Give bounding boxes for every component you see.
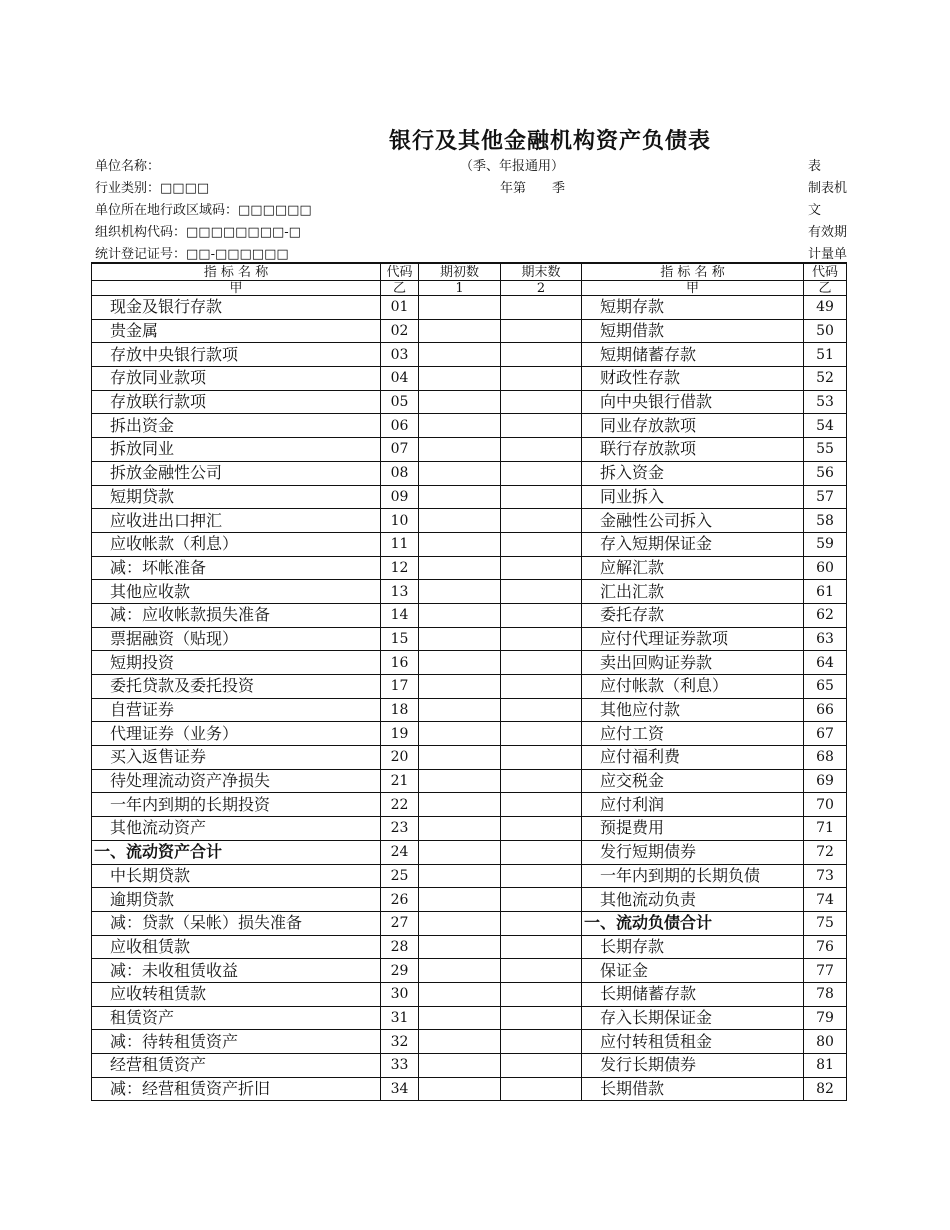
right-item-name: 长期借款 — [582, 1077, 804, 1101]
begin-value-cell[interactable] — [419, 414, 501, 438]
right-item-name: 一、流动负债合计 — [582, 911, 804, 935]
end-value-cell[interactable] — [501, 343, 582, 367]
end-value-cell[interactable] — [501, 746, 582, 770]
left-item-name: 减：未收租赁收益 — [92, 959, 381, 983]
right-item-code: 66 — [804, 698, 847, 722]
table-row — [92, 461, 847, 485]
begin-value-cell[interactable] — [419, 1030, 501, 1054]
left-item-name: 委托贷款及委托投资 — [92, 675, 381, 699]
end-value-cell[interactable] — [501, 911, 582, 935]
begin-value-cell[interactable] — [419, 651, 501, 675]
left-item-name: 应收转租赁款 — [92, 982, 381, 1006]
begin-value-cell[interactable] — [419, 390, 501, 414]
left-item-name: 贵金属 — [92, 319, 381, 343]
right-item-code: 49 — [804, 296, 847, 320]
right-item-name: 短期借款 — [582, 319, 804, 343]
right-item-code: 51 — [804, 343, 847, 367]
begin-value-cell[interactable] — [419, 367, 501, 391]
table-row — [92, 675, 847, 699]
left-item-code: 04 — [381, 367, 419, 391]
left-item-name: 经营租赁资产 — [92, 1054, 381, 1078]
right-item-code: 80 — [804, 1030, 847, 1054]
right-item-name: 预提费用 — [582, 817, 804, 841]
right-item-code: 77 — [804, 959, 847, 983]
end-value-cell[interactable] — [501, 1030, 582, 1054]
end-value-cell[interactable] — [501, 840, 582, 864]
left-item-code: 14 — [381, 603, 419, 627]
left-item-code: 03 — [381, 343, 419, 367]
end-value-cell[interactable] — [501, 390, 582, 414]
end-value-cell[interactable] — [501, 817, 582, 841]
left-item-code: 05 — [381, 390, 419, 414]
left-item-name: 拆放金融性公司 — [92, 461, 381, 485]
left-item-name: 代理证券（业务） — [92, 722, 381, 746]
right-item-code: 54 — [804, 414, 847, 438]
begin-value-cell[interactable] — [419, 675, 501, 699]
header-code-right: 代码 — [804, 263, 847, 281]
table-row — [92, 1006, 847, 1030]
end-value-cell[interactable] — [501, 532, 582, 556]
right-meta-1: 表 — [808, 159, 822, 174]
end-value-cell[interactable] — [501, 1077, 582, 1101]
begin-value-cell[interactable] — [419, 1077, 501, 1101]
right-meta-5: 计量单 — [808, 247, 848, 262]
begin-value-cell[interactable] — [419, 461, 501, 485]
right-meta-4: 有效期 — [808, 225, 848, 240]
right-meta-3: 文 — [808, 203, 822, 218]
table-row — [92, 864, 847, 888]
subheader-name-right: 甲 — [582, 281, 804, 296]
left-item-code: 30 — [381, 982, 419, 1006]
table-row — [92, 769, 847, 793]
begin-value-cell[interactable] — [419, 319, 501, 343]
right-item-name: 委托存款 — [582, 603, 804, 627]
left-item-code: 32 — [381, 1030, 419, 1054]
left-item-code: 17 — [381, 675, 419, 699]
left-item-name: 减：坏帐准备 — [92, 556, 381, 580]
left-item-name: 现金及银行存款 — [92, 296, 381, 320]
table-row — [92, 840, 847, 864]
right-item-code: 65 — [804, 675, 847, 699]
right-item-name: 金融性公司拆入 — [582, 509, 804, 533]
begin-value-cell[interactable] — [419, 746, 501, 770]
left-item-name: 逾期贷款 — [92, 888, 381, 912]
begin-value-cell[interactable] — [419, 580, 501, 604]
right-item-name: 短期存款 — [582, 296, 804, 320]
begin-value-cell[interactable] — [419, 509, 501, 533]
left-item-name: 应收帐款（利息） — [92, 532, 381, 556]
end-value-cell[interactable] — [501, 319, 582, 343]
end-value-cell[interactable] — [501, 864, 582, 888]
end-value-cell[interactable] — [501, 935, 582, 959]
right-item-name: 保证金 — [582, 959, 804, 983]
right-item-code: 75 — [804, 911, 847, 935]
right-item-name: 一年内到期的长期负债 — [582, 864, 804, 888]
left-item-code: 34 — [381, 1077, 419, 1101]
left-item-code: 27 — [381, 911, 419, 935]
left-item-code: 19 — [381, 722, 419, 746]
end-value-cell[interactable] — [501, 485, 582, 509]
begin-value-cell[interactable] — [419, 1006, 501, 1030]
left-item-name: 其他应收款 — [92, 580, 381, 604]
table-row — [92, 532, 847, 556]
left-item-name: 中长期贷款 — [92, 864, 381, 888]
unit-name-label: 单位名称： — [95, 159, 161, 174]
right-item-name: 应付利润 — [582, 793, 804, 817]
end-value-cell[interactable] — [501, 461, 582, 485]
table-row — [92, 556, 847, 580]
left-item-code: 09 — [381, 485, 419, 509]
org-code-label: 组织机构代码：□□□□□□□□-□ — [95, 225, 301, 240]
left-item-name: 拆放同业 — [92, 438, 381, 462]
begin-value-cell[interactable] — [419, 532, 501, 556]
subheader-begin: 1 — [419, 281, 501, 296]
stat-reg-label: 统计登记证号：□□-□□□□□□ — [95, 247, 289, 262]
right-item-name: 联行存放款项 — [582, 438, 804, 462]
subheader-code-right: 乙 — [804, 281, 847, 296]
left-item-code: 23 — [381, 817, 419, 841]
end-value-cell[interactable] — [501, 769, 582, 793]
right-item-code: 73 — [804, 864, 847, 888]
left-item-code: 29 — [381, 959, 419, 983]
left-item-code: 11 — [381, 532, 419, 556]
left-item-code: 13 — [381, 580, 419, 604]
table-row — [92, 935, 847, 959]
right-item-code: 55 — [804, 438, 847, 462]
begin-value-cell[interactable] — [419, 864, 501, 888]
right-item-code: 82 — [804, 1077, 847, 1101]
table-row — [92, 1030, 847, 1054]
right-item-code: 61 — [804, 580, 847, 604]
table-row — [92, 603, 847, 627]
left-item-code: 16 — [381, 651, 419, 675]
left-item-code: 15 — [381, 627, 419, 651]
right-item-name: 应付福利费 — [582, 746, 804, 770]
begin-value-cell[interactable] — [419, 840, 501, 864]
subheader-code: 乙 — [381, 281, 419, 296]
right-item-code: 69 — [804, 769, 847, 793]
right-item-code: 71 — [804, 817, 847, 841]
table-row — [92, 580, 847, 604]
header-name-right: 指 标 名 称 — [582, 263, 804, 281]
right-item-code: 76 — [804, 935, 847, 959]
left-item-name: 短期投资 — [92, 651, 381, 675]
end-value-cell[interactable] — [501, 793, 582, 817]
begin-value-cell[interactable] — [419, 982, 501, 1006]
left-item-code: 07 — [381, 438, 419, 462]
right-item-code: 53 — [804, 390, 847, 414]
end-value-cell[interactable] — [501, 1054, 582, 1078]
table-row — [92, 793, 847, 817]
end-value-cell[interactable] — [501, 580, 582, 604]
right-item-name: 拆入资金 — [582, 461, 804, 485]
left-item-code: 22 — [381, 793, 419, 817]
report-subtitle: （季、年报通用） — [460, 159, 565, 174]
begin-value-cell[interactable] — [419, 817, 501, 841]
end-value-cell[interactable] — [501, 651, 582, 675]
end-value-cell[interactable] — [501, 627, 582, 651]
begin-value-cell[interactable] — [419, 485, 501, 509]
left-item-code: 12 — [381, 556, 419, 580]
right-item-code: 52 — [804, 367, 847, 391]
table-row — [92, 746, 847, 770]
left-item-code: 08 — [381, 461, 419, 485]
left-item-name: 租赁资产 — [92, 1006, 381, 1030]
right-item-name: 卖出回购证券款 — [582, 651, 804, 675]
left-item-name: 应收进出口押汇 — [92, 509, 381, 533]
right-item-code: 74 — [804, 888, 847, 912]
begin-value-cell[interactable] — [419, 698, 501, 722]
table-row — [92, 296, 847, 320]
right-item-code: 67 — [804, 722, 847, 746]
right-item-name: 同业拆入 — [582, 485, 804, 509]
left-item-code: 31 — [381, 1006, 419, 1030]
right-item-name: 存入长期保证金 — [582, 1006, 804, 1030]
left-item-code: 02 — [381, 319, 419, 343]
end-value-cell[interactable] — [501, 1006, 582, 1030]
right-item-code: 72 — [804, 840, 847, 864]
balance-sheet-table — [91, 262, 847, 1101]
right-meta-2: 制表机 — [808, 181, 848, 196]
end-value-cell[interactable] — [501, 959, 582, 983]
end-value-cell[interactable] — [501, 675, 582, 699]
table-row — [92, 959, 847, 983]
left-item-name: 待处理流动资产净损失 — [92, 769, 381, 793]
right-item-name: 发行长期债券 — [582, 1054, 804, 1078]
left-item-code: 26 — [381, 888, 419, 912]
right-item-name: 财政性存款 — [582, 367, 804, 391]
right-item-code: 70 — [804, 793, 847, 817]
begin-value-cell[interactable] — [419, 296, 501, 320]
right-item-code: 57 — [804, 485, 847, 509]
right-item-name: 应付工资 — [582, 722, 804, 746]
table-row — [92, 367, 847, 391]
begin-value-cell[interactable] — [419, 793, 501, 817]
table-row — [92, 651, 847, 675]
left-item-name: 自营证券 — [92, 698, 381, 722]
table-row — [92, 698, 847, 722]
table-body — [92, 296, 847, 1101]
left-item-name: 买入返售证券 — [92, 746, 381, 770]
begin-value-cell[interactable] — [419, 769, 501, 793]
table-row — [92, 888, 847, 912]
right-item-code: 62 — [804, 603, 847, 627]
table-row — [92, 414, 847, 438]
right-item-code: 81 — [804, 1054, 847, 1078]
table-row — [92, 485, 847, 509]
left-item-code: 20 — [381, 746, 419, 770]
right-item-code: 78 — [804, 982, 847, 1006]
end-value-cell[interactable] — [501, 698, 582, 722]
left-item-code: 28 — [381, 935, 419, 959]
table-row — [92, 1077, 847, 1101]
table-row — [92, 509, 847, 533]
left-item-name: 存放同业款项 — [92, 367, 381, 391]
right-item-code: 58 — [804, 509, 847, 533]
right-item-code: 63 — [804, 627, 847, 651]
begin-value-cell[interactable] — [419, 1054, 501, 1078]
begin-value-cell[interactable] — [419, 603, 501, 627]
table-row — [92, 817, 847, 841]
left-item-name: 减：经营租赁资产折旧 — [92, 1077, 381, 1101]
right-item-name: 向中央银行借款 — [582, 390, 804, 414]
right-item-name: 同业存放款项 — [582, 414, 804, 438]
right-item-name: 汇出汇款 — [582, 580, 804, 604]
table-row — [92, 438, 847, 462]
right-item-name: 长期储蓄存款 — [582, 982, 804, 1006]
right-item-name: 应付帐款（利息） — [582, 675, 804, 699]
left-item-code: 06 — [381, 414, 419, 438]
right-item-code: 60 — [804, 556, 847, 580]
left-item-name: 一年内到期的长期投资 — [92, 793, 381, 817]
begin-value-cell[interactable] — [419, 935, 501, 959]
left-item-code: 24 — [381, 840, 419, 864]
end-value-cell[interactable] — [501, 888, 582, 912]
end-value-cell[interactable] — [501, 438, 582, 462]
left-item-code: 33 — [381, 1054, 419, 1078]
subheader-row — [92, 281, 847, 296]
region-code-label: 单位所在地行政区域码：□□□□□□ — [95, 203, 312, 218]
table-row — [92, 627, 847, 651]
left-item-name: 应收租赁款 — [92, 935, 381, 959]
end-value-cell[interactable] — [501, 296, 582, 320]
end-value-cell[interactable] — [501, 603, 582, 627]
end-value-cell[interactable] — [501, 414, 582, 438]
left-item-name: 票据融资（贴现） — [92, 627, 381, 651]
right-item-name: 其他应付款 — [582, 698, 804, 722]
end-value-cell[interactable] — [501, 509, 582, 533]
right-item-code: 50 — [804, 319, 847, 343]
subheader-end: 2 — [501, 281, 582, 296]
header-end: 期末数 — [501, 263, 582, 281]
left-item-code: 01 — [381, 296, 419, 320]
left-item-code: 10 — [381, 509, 419, 533]
header-code: 代码 — [381, 263, 419, 281]
table-row — [92, 722, 847, 746]
end-value-cell[interactable] — [501, 982, 582, 1006]
right-item-name: 其他流动负责 — [582, 888, 804, 912]
table-row — [92, 982, 847, 1006]
begin-value-cell[interactable] — [419, 911, 501, 935]
right-item-name: 短期储蓄存款 — [582, 343, 804, 367]
table-row — [92, 343, 847, 367]
begin-value-cell[interactable] — [419, 438, 501, 462]
right-item-code: 64 — [804, 651, 847, 675]
report-title: 银行及其他金融机构资产负债表 — [388, 128, 711, 154]
left-item-name: 拆出资金 — [92, 414, 381, 438]
left-item-name: 存放联行款项 — [92, 390, 381, 414]
right-item-name: 发行短期债券 — [582, 840, 804, 864]
right-item-code: 79 — [804, 1006, 847, 1030]
left-item-name: 其他流动资产 — [92, 817, 381, 841]
left-item-name: 减：待转租赁资产 — [92, 1030, 381, 1054]
right-item-code: 68 — [804, 746, 847, 770]
table-row — [92, 1054, 847, 1078]
right-item-name: 长期存款 — [582, 935, 804, 959]
right-item-code: 56 — [804, 461, 847, 485]
right-item-code: 59 — [804, 532, 847, 556]
begin-value-cell[interactable] — [419, 627, 501, 651]
end-value-cell[interactable] — [501, 367, 582, 391]
left-item-name: 短期贷款 — [92, 485, 381, 509]
subheader-name: 甲 — [92, 281, 381, 296]
header-name: 指 标 名 称 — [92, 263, 381, 281]
begin-value-cell[interactable] — [419, 888, 501, 912]
left-item-name: 减：应收帐款损失准备 — [92, 603, 381, 627]
begin-value-cell[interactable] — [419, 959, 501, 983]
table-row — [92, 911, 847, 935]
table-row — [92, 390, 847, 414]
header-begin: 期初数 — [419, 263, 501, 281]
begin-value-cell[interactable] — [419, 556, 501, 580]
begin-value-cell[interactable] — [419, 343, 501, 367]
left-item-code: 21 — [381, 769, 419, 793]
right-item-name: 应交税金 — [582, 769, 804, 793]
left-item-name: 减：贷款（呆帐）损失准备 — [92, 911, 381, 935]
right-item-name: 应解汇款 — [582, 556, 804, 580]
left-item-name: 存放中央银行款项 — [92, 343, 381, 367]
left-item-code: 18 — [381, 698, 419, 722]
left-item-name: 一、流动资产合计 — [92, 840, 381, 864]
header-row — [92, 263, 847, 281]
end-value-cell[interactable] — [501, 722, 582, 746]
end-value-cell[interactable] — [501, 556, 582, 580]
right-item-name: 应付转租赁租金 — [582, 1030, 804, 1054]
period-label: 年第 季 — [500, 181, 566, 196]
right-item-name: 应付代理证券款项 — [582, 627, 804, 651]
left-item-code: 25 — [381, 864, 419, 888]
right-item-name: 存入短期保证金 — [582, 532, 804, 556]
industry-label: 行业类别：□□□□ — [95, 181, 210, 196]
table-row — [92, 319, 847, 343]
begin-value-cell[interactable] — [419, 722, 501, 746]
